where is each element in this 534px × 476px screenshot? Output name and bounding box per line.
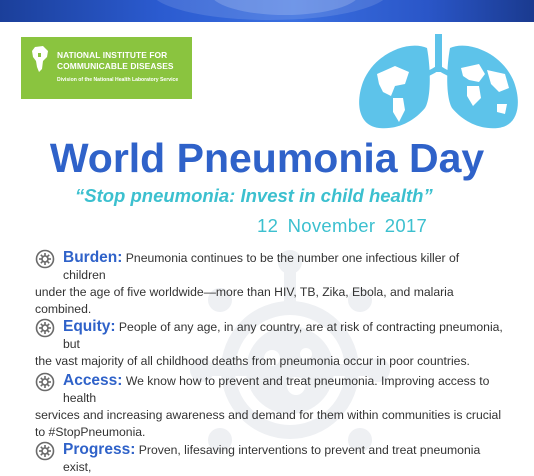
item-line1: People of any age, in any country, are at risk of contracting pneumonia, but bbox=[63, 320, 503, 351]
item-text bbox=[63, 441, 505, 476]
item-text bbox=[35, 318, 505, 370]
org-name-line2: COMMUNICABLE DISEASES bbox=[57, 60, 174, 71]
item-line1: Proven, lifesaving interventions to prevent and treat pneumonia exist, bbox=[63, 443, 481, 474]
item-burden bbox=[35, 249, 505, 318]
item-continuation: the vast majority of all childhood deaths from pneumonia occur in poor countries. bbox=[35, 354, 470, 368]
item-line1: We know how to prevent and treat pneumonia. Improving access to health bbox=[63, 374, 490, 405]
gear-icon bbox=[35, 249, 55, 269]
item-heading: Equity: bbox=[63, 318, 116, 335]
gear-icon bbox=[35, 318, 55, 338]
item-equity bbox=[35, 318, 505, 370]
item-heading: Burden: bbox=[63, 249, 123, 266]
gear-icon bbox=[35, 372, 55, 392]
page-title: World Pneumonia Day bbox=[49, 135, 485, 181]
campaign-tagline: “Stop pneumonia: Invest in child health” bbox=[75, 185, 433, 206]
item-access bbox=[35, 372, 505, 441]
org-name-line1: NATIONAL INSTITUTE FOR bbox=[57, 50, 168, 60]
event-date: 12 November 2017 bbox=[257, 215, 428, 236]
item-continuation: services and increasing awareness and demand for them within communities is crucial to #StopPneumonia. bbox=[35, 408, 502, 439]
gear-icon bbox=[35, 441, 55, 461]
item-heading: Access: bbox=[63, 372, 123, 389]
item-continuation: under the age of five worldwide—more than HIV, TB, Zika, Ebola, and malaria combined. bbox=[35, 285, 454, 316]
item-line1: Pneumonia continues to be the number one infectious killer of children bbox=[63, 251, 460, 282]
org-subtitle: Division of the National Health Laboratory Service bbox=[57, 77, 179, 83]
item-heading: Progress: bbox=[63, 441, 136, 458]
nicd-logo bbox=[21, 37, 192, 99]
top-banner bbox=[0, 0, 534, 22]
world-lungs-icon bbox=[355, 34, 525, 134]
item-text bbox=[35, 249, 505, 318]
item-progress bbox=[35, 441, 505, 476]
org-name bbox=[57, 50, 189, 71]
item-text bbox=[35, 372, 505, 441]
africa-logo-icon bbox=[31, 45, 51, 73]
